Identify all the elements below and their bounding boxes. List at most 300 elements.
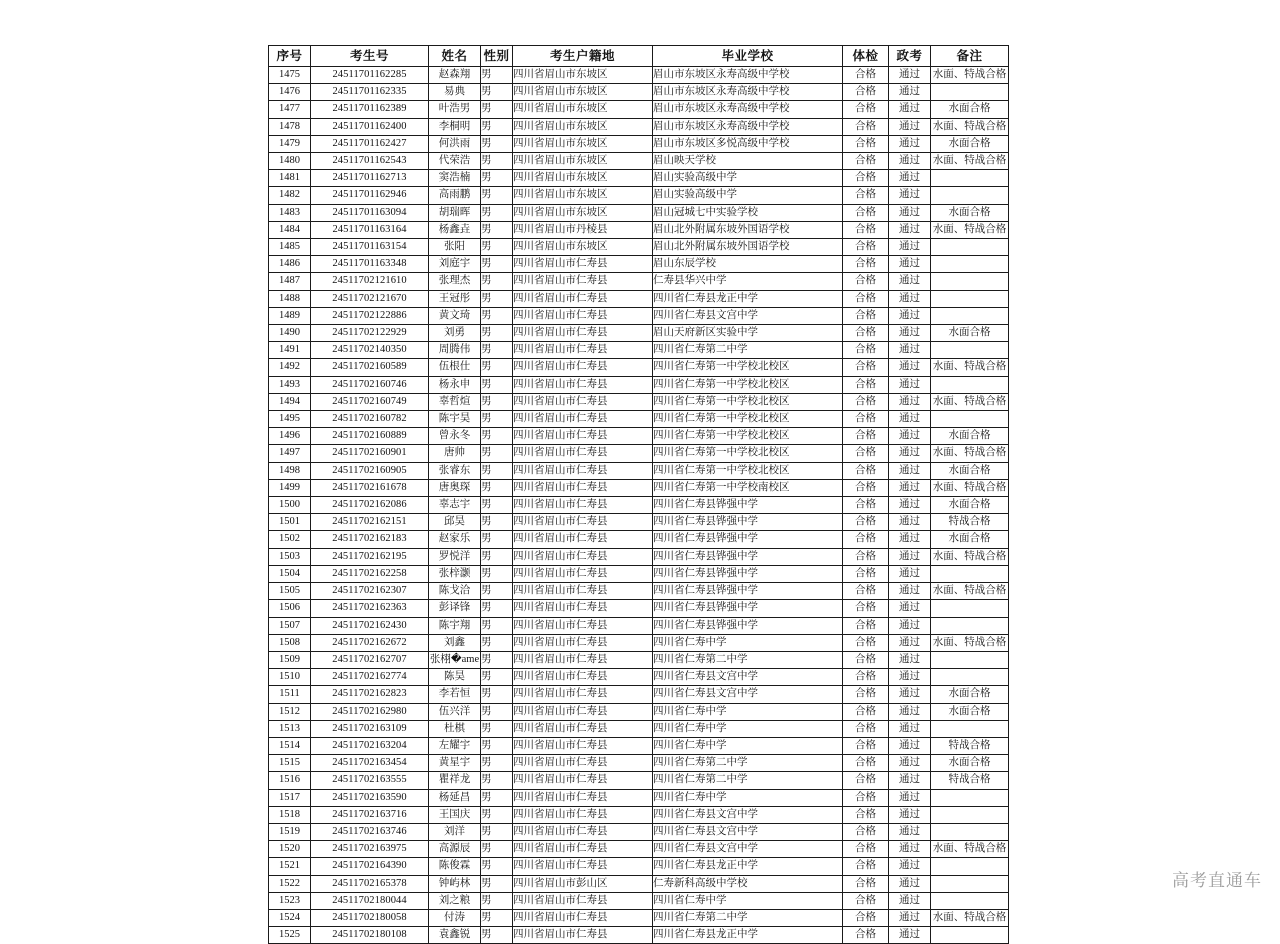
cell-seq: 1516 <box>269 772 311 789</box>
table-row <box>269 239 1009 256</box>
cell-pol: 通过 <box>889 359 931 376</box>
cell-name: 袁鑫锐 <box>429 927 481 944</box>
cell-name: 张睿东 <box>429 462 481 479</box>
cell-phys: 合格 <box>843 858 889 875</box>
cell-exam: 24511702165378 <box>311 875 429 892</box>
cell-sex: 男 <box>481 789 513 806</box>
table-row <box>269 462 1009 479</box>
cell-exam: 24511702160901 <box>311 445 429 462</box>
cell-school: 四川省仁寿第二中学 <box>653 909 843 926</box>
cell-note <box>931 600 1009 617</box>
cell-phys: 合格 <box>843 273 889 290</box>
cell-phys: 合格 <box>843 686 889 703</box>
table-row <box>269 135 1009 152</box>
table-row <box>269 273 1009 290</box>
cell-phys: 合格 <box>843 462 889 479</box>
cell-pol: 通过 <box>889 135 931 152</box>
cell-domi: 四川省眉山市东坡区 <box>513 101 653 118</box>
cell-school: 四川省仁寿中学 <box>653 892 843 909</box>
cell-seq: 1515 <box>269 755 311 772</box>
cell-seq: 1503 <box>269 548 311 565</box>
cell-name: 何洪雨 <box>429 135 481 152</box>
cell-domi: 四川省眉山市东坡区 <box>513 84 653 101</box>
cell-seq: 1481 <box>269 170 311 187</box>
cell-seq: 1520 <box>269 841 311 858</box>
table-row <box>269 393 1009 410</box>
cell-sex: 男 <box>481 755 513 772</box>
table-row <box>269 67 1009 84</box>
cell-name: 瞿祥龙 <box>429 772 481 789</box>
cell-school: 四川省仁寿县龙正中学 <box>653 927 843 944</box>
cell-phys: 合格 <box>843 600 889 617</box>
cell-pol: 通过 <box>889 772 931 789</box>
cell-domi: 四川省眉山市仁寿县 <box>513 823 653 840</box>
cell-exam: 24511701163094 <box>311 204 429 221</box>
cell-note <box>931 307 1009 324</box>
cell-exam: 24511702162707 <box>311 651 429 668</box>
cell-sex: 男 <box>481 67 513 84</box>
cell-note <box>931 84 1009 101</box>
column-header-pol: 政考 <box>889 46 931 67</box>
cell-sex: 男 <box>481 927 513 944</box>
cell-name: 赵家乐 <box>429 531 481 548</box>
cell-school: 眉山北外附属东坡外国语学校 <box>653 239 843 256</box>
cell-pol: 通过 <box>889 789 931 806</box>
table-row <box>269 118 1009 135</box>
cell-seq: 1485 <box>269 239 311 256</box>
cell-school: 眉山天府新区实验中学 <box>653 325 843 342</box>
cell-exam: 24511701163348 <box>311 256 429 273</box>
cell-seq: 1524 <box>269 909 311 926</box>
cell-sex: 男 <box>481 548 513 565</box>
cell-name: 辜哲煊 <box>429 393 481 410</box>
cell-pol: 通过 <box>889 462 931 479</box>
cell-school: 四川省仁寿县铧强中学 <box>653 600 843 617</box>
cell-name: 易典 <box>429 84 481 101</box>
cell-exam: 24511702161678 <box>311 479 429 496</box>
cell-exam: 24511701162427 <box>311 135 429 152</box>
cell-sex: 男 <box>481 307 513 324</box>
cell-note: 水面、特战合格 <box>931 153 1009 170</box>
cell-name: 刘庭宇 <box>429 256 481 273</box>
cell-pol: 通过 <box>889 497 931 514</box>
cell-school: 四川省仁寿中学 <box>653 737 843 754</box>
cell-domi: 四川省眉山市仁寿县 <box>513 789 653 806</box>
cell-exam: 24511702180044 <box>311 892 429 909</box>
table-row <box>269 600 1009 617</box>
cell-sex: 男 <box>481 445 513 462</box>
cell-seq: 1490 <box>269 325 311 342</box>
cell-exam: 24511702163975 <box>311 841 429 858</box>
table-header-row <box>269 46 1009 67</box>
cell-phys: 合格 <box>843 204 889 221</box>
cell-name: 杜棋 <box>429 720 481 737</box>
cell-name: 黄文琦 <box>429 307 481 324</box>
cell-pol: 通过 <box>889 428 931 445</box>
cell-sex: 男 <box>481 273 513 290</box>
cell-note: 水面、特战合格 <box>931 359 1009 376</box>
cell-domi: 四川省眉山市仁寿县 <box>513 858 653 875</box>
cell-name: 罗悦洋 <box>429 548 481 565</box>
cell-name: 伍兴洋 <box>429 703 481 720</box>
cell-pol: 通过 <box>889 634 931 651</box>
table-row <box>269 307 1009 324</box>
cell-domi: 四川省眉山市仁寿县 <box>513 600 653 617</box>
cell-pol: 通过 <box>889 823 931 840</box>
cell-school: 四川省仁寿第一中学校北校区 <box>653 359 843 376</box>
table-row <box>269 720 1009 737</box>
cell-domi: 四川省眉山市仁寿县 <box>513 428 653 445</box>
cell-pol: 通过 <box>889 170 931 187</box>
cell-name: 陈昊 <box>429 669 481 686</box>
cell-exam: 24511702162980 <box>311 703 429 720</box>
cell-seq: 1493 <box>269 376 311 393</box>
cell-school: 眉山北外附属东坡外国语学校 <box>653 221 843 238</box>
cell-domi: 四川省眉山市仁寿县 <box>513 445 653 462</box>
cell-phys: 合格 <box>843 737 889 754</box>
cell-school: 眉山冠城七中实验学校 <box>653 204 843 221</box>
cell-school: 四川省仁寿县铧强中学 <box>653 583 843 600</box>
cell-sex: 男 <box>481 651 513 668</box>
cell-pol: 通过 <box>889 376 931 393</box>
cell-pol: 通过 <box>889 841 931 858</box>
cell-sex: 男 <box>481 497 513 514</box>
cell-note: 水面合格 <box>931 755 1009 772</box>
table-row <box>269 565 1009 582</box>
cell-exam: 24511701162543 <box>311 153 429 170</box>
cell-seq: 1501 <box>269 514 311 531</box>
cell-sex: 男 <box>481 600 513 617</box>
cell-exam: 24511702162258 <box>311 565 429 582</box>
cell-pol: 通过 <box>889 565 931 582</box>
cell-sex: 男 <box>481 720 513 737</box>
cell-sex: 男 <box>481 359 513 376</box>
cell-exam: 24511702164390 <box>311 858 429 875</box>
cell-name: 王国庆 <box>429 806 481 823</box>
table-row <box>269 187 1009 204</box>
cell-school: 四川省仁寿第一中学校北校区 <box>653 462 843 479</box>
cell-sex: 男 <box>481 187 513 204</box>
cell-note <box>931 875 1009 892</box>
cell-name: 伍根仕 <box>429 359 481 376</box>
column-header-name: 姓名 <box>429 46 481 67</box>
cell-exam: 24511702180058 <box>311 909 429 926</box>
cell-pol: 通过 <box>889 67 931 84</box>
cell-sex: 男 <box>481 376 513 393</box>
cell-phys: 合格 <box>843 101 889 118</box>
cell-domi: 四川省眉山市丹棱县 <box>513 221 653 238</box>
cell-phys: 合格 <box>843 445 889 462</box>
cell-note <box>931 256 1009 273</box>
cell-exam: 24511701163164 <box>311 221 429 238</box>
cell-seq: 1521 <box>269 858 311 875</box>
cell-name: 刘之粮 <box>429 892 481 909</box>
cell-domi: 四川省眉山市东坡区 <box>513 170 653 187</box>
cell-name: 高源辰 <box>429 841 481 858</box>
cell-phys: 合格 <box>843 479 889 496</box>
cell-note: 水面合格 <box>931 686 1009 703</box>
cell-pol: 通过 <box>889 290 931 307</box>
cell-sex: 男 <box>481 325 513 342</box>
cell-sex: 男 <box>481 703 513 720</box>
table-row <box>269 858 1009 875</box>
cell-note: 水面合格 <box>931 703 1009 720</box>
cell-name: 左耀宇 <box>429 737 481 754</box>
cell-note: 特战合格 <box>931 737 1009 754</box>
cell-sex: 男 <box>481 411 513 428</box>
cell-phys: 合格 <box>843 153 889 170</box>
cell-school: 四川省仁寿第一中学校北校区 <box>653 445 843 462</box>
cell-phys: 合格 <box>843 325 889 342</box>
cell-domi: 四川省眉山市仁寿县 <box>513 273 653 290</box>
cell-pol: 通过 <box>889 325 931 342</box>
cell-note <box>931 342 1009 359</box>
cell-seq: 1475 <box>269 67 311 84</box>
cell-school: 四川省仁寿中学 <box>653 634 843 651</box>
cell-phys: 合格 <box>843 617 889 634</box>
cell-name: 邱昊 <box>429 514 481 531</box>
cell-school: 四川省仁寿第一中学校北校区 <box>653 393 843 410</box>
cell-seq: 1484 <box>269 221 311 238</box>
cell-phys: 合格 <box>843 565 889 582</box>
cell-name: 赵森翔 <box>429 67 481 84</box>
cell-school: 四川省仁寿县龙正中学 <box>653 858 843 875</box>
cell-pol: 通过 <box>889 927 931 944</box>
cell-exam: 24511702162183 <box>311 531 429 548</box>
cell-domi: 四川省眉山市东坡区 <box>513 67 653 84</box>
cell-sex: 男 <box>481 428 513 445</box>
cell-pol: 通过 <box>889 703 931 720</box>
cell-school: 四川省仁寿县铧强中学 <box>653 565 843 582</box>
cell-sex: 男 <box>481 84 513 101</box>
cell-exam: 24511702121610 <box>311 273 429 290</box>
cell-phys: 合格 <box>843 634 889 651</box>
cell-exam: 24511702160889 <box>311 428 429 445</box>
cell-domi: 四川省眉山市仁寿县 <box>513 531 653 548</box>
cell-phys: 合格 <box>843 841 889 858</box>
cell-note <box>931 411 1009 428</box>
cell-sex: 男 <box>481 565 513 582</box>
cell-exam: 24511702121670 <box>311 290 429 307</box>
table-row <box>269 737 1009 754</box>
cell-school: 仁寿县华兴中学 <box>653 273 843 290</box>
cell-note: 水面、特战合格 <box>931 634 1009 651</box>
cell-name: 黄星宇 <box>429 755 481 772</box>
cell-pol: 通过 <box>889 204 931 221</box>
cell-note <box>931 789 1009 806</box>
cell-note: 水面、特战合格 <box>931 393 1009 410</box>
cell-phys: 合格 <box>843 393 889 410</box>
cell-exam: 24511702162307 <box>311 583 429 600</box>
cell-domi: 四川省眉山市仁寿县 <box>513 686 653 703</box>
cell-pol: 通过 <box>889 875 931 892</box>
cell-exam: 24511702162774 <box>311 669 429 686</box>
cell-seq: 1497 <box>269 445 311 462</box>
cell-note <box>931 927 1009 944</box>
cell-note: 水面合格 <box>931 497 1009 514</box>
cell-seq: 1498 <box>269 462 311 479</box>
cell-name: 李若恒 <box>429 686 481 703</box>
cell-pol: 通过 <box>889 239 931 256</box>
cell-note <box>931 806 1009 823</box>
cell-school: 四川省仁寿第二中学 <box>653 342 843 359</box>
cell-domi: 四川省眉山市仁寿县 <box>513 497 653 514</box>
cell-pol: 通过 <box>889 892 931 909</box>
cell-name: 刘洋 <box>429 823 481 840</box>
cell-seq: 1480 <box>269 153 311 170</box>
candidate-roster-table <box>268 45 1009 944</box>
cell-school: 眉山市东坡区永寿高级中学校 <box>653 118 843 135</box>
cell-school: 四川省仁寿第一中学校北校区 <box>653 428 843 445</box>
cell-school: 四川省仁寿县铧强中学 <box>653 531 843 548</box>
cell-school: 眉山实验高级中学 <box>653 170 843 187</box>
table-row <box>269 170 1009 187</box>
cell-pol: 通过 <box>889 445 931 462</box>
cell-sex: 男 <box>481 823 513 840</box>
table-row <box>269 823 1009 840</box>
cell-phys: 合格 <box>843 67 889 84</box>
cell-name: 唐奥琛 <box>429 479 481 496</box>
cell-pol: 通过 <box>889 514 931 531</box>
cell-domi: 四川省眉山市东坡区 <box>513 204 653 221</box>
cell-domi: 四川省眉山市仁寿县 <box>513 583 653 600</box>
cell-domi: 四川省眉山市彭山区 <box>513 875 653 892</box>
cell-phys: 合格 <box>843 669 889 686</box>
cell-seq: 1507 <box>269 617 311 634</box>
cell-school: 眉山市东坡区永寿高级中学校 <box>653 101 843 118</box>
cell-sex: 男 <box>481 669 513 686</box>
cell-seq: 1511 <box>269 686 311 703</box>
cell-pol: 通过 <box>889 651 931 668</box>
candidate-roster-sheet <box>268 45 1008 944</box>
cell-school: 仁寿新科高级中学校 <box>653 875 843 892</box>
cell-note: 水面、特战合格 <box>931 221 1009 238</box>
cell-school: 四川省仁寿中学 <box>653 703 843 720</box>
cell-note: 水面、特战合格 <box>931 548 1009 565</box>
cell-pol: 通过 <box>889 669 931 686</box>
cell-note <box>931 617 1009 634</box>
cell-name: 代荣浩 <box>429 153 481 170</box>
cell-school: 四川省仁寿中学 <box>653 720 843 737</box>
cell-phys: 合格 <box>843 187 889 204</box>
cell-pol: 通过 <box>889 720 931 737</box>
cell-name: 张梓灏 <box>429 565 481 582</box>
cell-name: 付涛 <box>429 909 481 926</box>
cell-sex: 男 <box>481 772 513 789</box>
table-row <box>269 256 1009 273</box>
table-row <box>269 789 1009 806</box>
cell-pol: 通过 <box>889 393 931 410</box>
cell-seq: 1495 <box>269 411 311 428</box>
cell-domi: 四川省眉山市东坡区 <box>513 135 653 152</box>
column-header-seq: 序号 <box>269 46 311 67</box>
cell-school: 四川省仁寿县铧强中学 <box>653 617 843 634</box>
cell-note <box>931 170 1009 187</box>
cell-seq: 1509 <box>269 651 311 668</box>
cell-exam: 24511702162195 <box>311 548 429 565</box>
table-body <box>269 67 1009 944</box>
cell-name: 杨鑫垚 <box>429 221 481 238</box>
cell-note <box>931 651 1009 668</box>
table-row <box>269 927 1009 944</box>
cell-phys: 合格 <box>843 548 889 565</box>
cell-exam: 24511702162363 <box>311 600 429 617</box>
cell-school: 四川省仁寿县文宫中学 <box>653 841 843 858</box>
cell-exam: 24511702163109 <box>311 720 429 737</box>
cell-domi: 四川省眉山市仁寿县 <box>513 772 653 789</box>
cell-exam: 24511702160589 <box>311 359 429 376</box>
cell-name: 钟屿林 <box>429 875 481 892</box>
table-row <box>269 651 1009 668</box>
cell-note <box>931 273 1009 290</box>
cell-sex: 男 <box>481 290 513 307</box>
cell-pol: 通过 <box>889 187 931 204</box>
cell-note: 水面合格 <box>931 428 1009 445</box>
table-row <box>269 634 1009 651</box>
cell-seq: 1499 <box>269 479 311 496</box>
cell-note <box>931 376 1009 393</box>
cell-exam: 24511701162389 <box>311 101 429 118</box>
cell-phys: 合格 <box>843 239 889 256</box>
cell-sex: 男 <box>481 153 513 170</box>
cell-sex: 男 <box>481 531 513 548</box>
cell-seq: 1502 <box>269 531 311 548</box>
cell-pol: 通过 <box>889 153 931 170</box>
cell-domi: 四川省眉山市仁寿县 <box>513 669 653 686</box>
cell-seq: 1477 <box>269 101 311 118</box>
cell-seq: 1517 <box>269 789 311 806</box>
cell-exam: 24511702162672 <box>311 634 429 651</box>
cell-sex: 男 <box>481 393 513 410</box>
cell-phys: 合格 <box>843 703 889 720</box>
cell-sex: 男 <box>481 892 513 909</box>
cell-sex: 男 <box>481 909 513 926</box>
cell-note: 水面、特战合格 <box>931 67 1009 84</box>
table-row <box>269 875 1009 892</box>
cell-phys: 合格 <box>843 927 889 944</box>
column-header-sex: 性别 <box>481 46 513 67</box>
table-row <box>269 531 1009 548</box>
cell-exam: 24511702162823 <box>311 686 429 703</box>
cell-phys: 合格 <box>843 221 889 238</box>
cell-sex: 男 <box>481 737 513 754</box>
cell-domi: 四川省眉山市仁寿县 <box>513 703 653 720</box>
cell-school: 眉山市东坡区永寿高级中学校 <box>653 67 843 84</box>
cell-seq: 1505 <box>269 583 311 600</box>
cell-pol: 通过 <box>889 858 931 875</box>
cell-school: 四川省仁寿县文宫中学 <box>653 806 843 823</box>
cell-name: 高雨鹏 <box>429 187 481 204</box>
cell-sex: 男 <box>481 479 513 496</box>
table-row <box>269 617 1009 634</box>
cell-note <box>931 669 1009 686</box>
cell-name: 叶浩男 <box>429 101 481 118</box>
cell-pol: 通过 <box>889 548 931 565</box>
table-row <box>269 204 1009 221</box>
cell-phys: 合格 <box>843 170 889 187</box>
cell-phys: 合格 <box>843 806 889 823</box>
cell-school: 四川省仁寿第一中学校北校区 <box>653 376 843 393</box>
cell-seq: 1492 <box>269 359 311 376</box>
cell-name: 张阳 <box>429 239 481 256</box>
cell-note <box>931 858 1009 875</box>
cell-domi: 四川省眉山市仁寿县 <box>513 841 653 858</box>
cell-seq: 1496 <box>269 428 311 445</box>
cell-sex: 男 <box>481 875 513 892</box>
cell-seq: 1522 <box>269 875 311 892</box>
cell-seq: 1500 <box>269 497 311 514</box>
cell-exam: 24511702163204 <box>311 737 429 754</box>
